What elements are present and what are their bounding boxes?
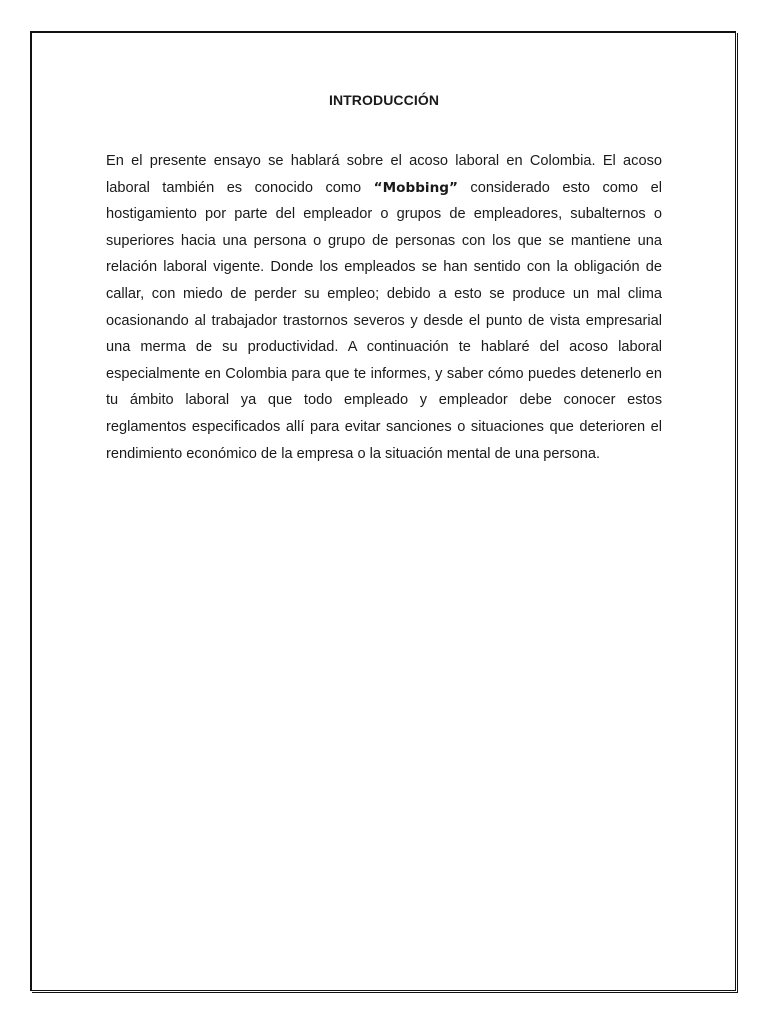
mobbing-term: “Mobbing” [373,179,458,196]
paragraph-text-part2: considerado esto como el hostigamiento por parte del empleador o grupos de empleadores, subalternos o superiores hacia una persona o grupo de personas con los que se mantiene una relación laboral vigente. Donde los empleados se han sentido con la obligación de callar, con miedo de perder su empleo; debido a esto se produce un mal clima ocasionando al trabajador trastornos severos y desde el punto de vista empresarial una merma de su productividad. A continuación te hablaré del acoso laboral especialmente en Colombia para que te informes, y saber cómo puedes detenerlo en tu ámbito laboral ya que todo empleado y empleador debe conocer estos reglamentos especificados allí para evitar sanciones o situaciones que deterioren el rendimiento económico de la empresa o la situación mental de una persona. [106,179,662,462]
paragraph-text-part1: En el presente ensayo se hablará sobre el acoso laboral en Colombia. El acoso laboral también es conocido como [106,153,662,196]
introduction-paragraph [106,148,662,467]
page-title: INTRODUCCIÓN [328,92,440,108]
